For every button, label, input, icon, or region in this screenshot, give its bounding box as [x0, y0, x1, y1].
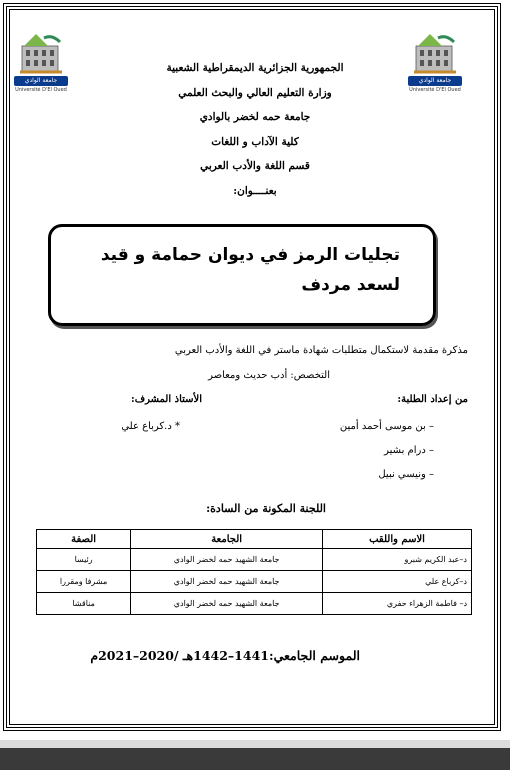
university-building-icon — [14, 32, 68, 76]
member-university: جامعة الشهيد حمه لخضر الوادي — [131, 549, 323, 571]
table-row — [37, 549, 472, 571]
viewer-separator — [0, 740, 510, 748]
department-name: قسم اللغة والأدب العربي — [200, 160, 310, 172]
thesis-title: تجليات الرمز في ديوان حمامة و قيد لسعد مردف — [100, 245, 400, 295]
supervisor-heading: الأستاذ المشرف: — [131, 394, 202, 405]
committee-heading: اللجنة المكونة من السادة: — [206, 502, 326, 515]
member-role: رئيسا — [37, 549, 131, 571]
university-logo-right — [408, 32, 462, 94]
student-name: – ونيسي نبيل — [378, 469, 434, 480]
member-role: مناقشا — [37, 593, 131, 615]
member-university: جامعة الشهيد حمه لخضر الوادي — [131, 571, 323, 593]
title-label: بعنــــوان: — [233, 185, 277, 197]
table-header-row — [37, 530, 472, 549]
republic-name: الجمهورية الجزائرية الديمقراطية الشعبية — [166, 62, 344, 74]
column-header: الجامعة — [131, 530, 323, 549]
member-role: مشرفا ومقررا — [37, 571, 131, 593]
column-header: الاسم واللقب — [323, 530, 472, 549]
table-row — [37, 593, 472, 615]
supervisor-name: * د.كرباع علي — [121, 421, 180, 432]
students-heading: من إعداد الطلبة: — [397, 394, 468, 405]
committee-table — [36, 529, 472, 615]
memo-description: مذكرة مقدمة لاستكمال متطلبات شهادة ماستر في اللغة والأدب العربي — [174, 345, 468, 356]
faculty-name: كلية الآداب و اللغات — [211, 136, 299, 148]
ministry-name: وزارة التعليم العالي والبحث العلمي — [178, 87, 332, 99]
column-header: الصفة — [37, 530, 131, 549]
university-building-icon — [408, 32, 462, 76]
member-name: د– فاطمة الزهراء حفري — [323, 593, 472, 615]
specialty: التخصص: أدب حديث ومعاصر — [208, 370, 330, 381]
logo-caption-ar: جامعة الوادي — [408, 76, 462, 86]
member-name: د–كرباع علي — [323, 571, 472, 593]
academic-season: الموسم الجامعي:1441–1442هـ /2020–2021م — [90, 648, 360, 663]
viewer-bottom-bar — [0, 748, 510, 770]
logo-caption-ar: جامعة الوادي — [14, 76, 68, 86]
logo-caption-fr: Université D'El Oued — [409, 87, 461, 93]
logo-caption-fr: Université D'El Oued — [15, 87, 67, 93]
table-row — [37, 571, 472, 593]
student-name: – بن موسى أحمد أمين — [339, 421, 434, 432]
member-university: جامعة الشهيد حمه لخضر الوادي — [131, 593, 323, 615]
member-name: د–عبد الكريم شبرو — [323, 549, 472, 571]
student-name: – درام بشير — [384, 445, 434, 456]
university-name: جامعة حمه لخضر بالوادي — [199, 111, 311, 123]
university-logo-left — [14, 32, 68, 94]
